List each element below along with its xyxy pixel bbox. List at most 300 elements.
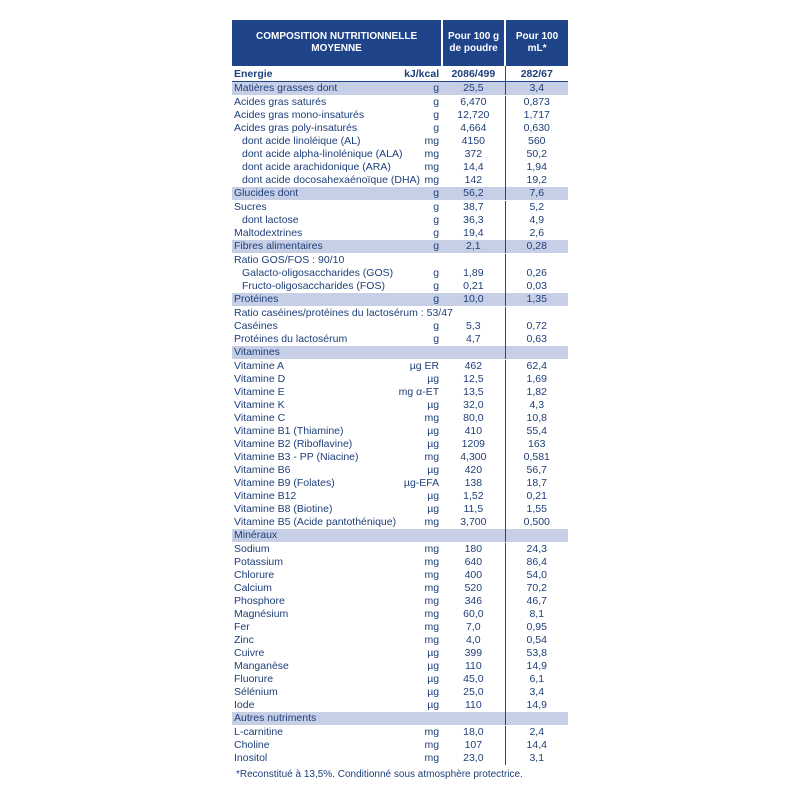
value-per-100g: 0,21: [463, 280, 484, 292]
row-label-cell: [232, 346, 442, 360]
row-label-cell: [232, 451, 442, 464]
row-label-cell: [232, 503, 442, 516]
nutrient-unit: mg: [424, 174, 440, 186]
row-label-cell: [232, 477, 442, 490]
nutrient-unit: µg: [427, 660, 440, 672]
value-per-100g: 1,52: [463, 490, 484, 502]
value-per-100g: 45,0: [463, 673, 484, 685]
value-per-100ml: 14,4: [505, 739, 568, 752]
value-per-100ml: 7,6: [505, 187, 568, 201]
value-per-100ml: 0,581: [505, 451, 568, 464]
nutrient-name: Fer: [234, 621, 250, 633]
value-per-100ml: 62,4: [505, 360, 568, 374]
value-per-100g: [442, 346, 505, 360]
row-label-cell: [232, 240, 442, 254]
row-label-cell: [232, 161, 442, 174]
nutrient-unit: µg: [427, 438, 440, 450]
value-per-100ml: 4,3: [505, 399, 568, 412]
table-row: [232, 634, 568, 647]
nutrient-unit: µg: [427, 673, 440, 685]
value-per-100ml: 560: [505, 135, 568, 148]
value-per-100g: 142: [464, 174, 483, 186]
nutrient-unit: kJ/kcal: [404, 68, 440, 80]
value-per-100g: 11,5: [463, 503, 484, 515]
value-per-100ml: 163: [505, 438, 568, 451]
table-row: [232, 214, 568, 227]
value-per-100ml: 24,3: [505, 543, 568, 557]
value-per-100ml: 0,26: [505, 267, 568, 280]
table-row: [232, 307, 568, 321]
nutrient-name: Vitamine A: [234, 360, 285, 372]
table-row: [232, 373, 568, 386]
value-per-100g: 19,4: [463, 227, 484, 239]
nutrition-table-container: [232, 20, 568, 765]
table-row: [232, 66, 568, 82]
value-per-100ml: 0,95: [505, 621, 568, 634]
value-per-100ml: 0,54: [505, 634, 568, 647]
row-label-cell: [232, 438, 442, 451]
value-per-100g: 32,0: [463, 399, 484, 411]
row-label-cell: [232, 135, 442, 148]
table-row: [232, 647, 568, 660]
table-row: [232, 516, 568, 529]
value-per-100ml: 0,72: [505, 320, 568, 333]
value-per-100g: 7,0: [466, 621, 481, 633]
row-label-cell: [232, 66, 442, 82]
nutrient-unit: g: [433, 82, 440, 94]
value-per-100ml: 0,630: [505, 122, 568, 135]
nutrient-name: Vitamine B1 (Thiamine): [234, 425, 344, 437]
nutrient-unit: g: [433, 293, 440, 305]
table-row: [232, 699, 568, 712]
nutrient-name: Vitamine B3 - PP (Niacine): [234, 451, 359, 463]
table-row: [232, 425, 568, 438]
value-per-100g: 38,7: [463, 201, 484, 213]
nutrient-unit: mg: [424, 621, 440, 633]
nutrient-unit: g: [433, 267, 440, 279]
value-per-100g: 4150: [461, 135, 486, 147]
nutrient-unit: mg: [424, 516, 440, 528]
row-label-cell: [232, 412, 442, 425]
nutrient-name: Sodium: [234, 543, 270, 555]
value-per-100ml: 0,03: [505, 280, 568, 293]
row-label-cell: [232, 739, 442, 752]
value-per-100g: 462: [464, 360, 483, 372]
table-row: [232, 556, 568, 569]
value-per-100g: 14,4: [463, 161, 484, 173]
value-per-100g: 520: [464, 582, 483, 594]
value-per-100g: [442, 712, 505, 726]
nutrient-name: Autres nutriments: [234, 712, 317, 724]
nutrient-name: Fluorure: [234, 673, 274, 685]
row-label-cell: [232, 529, 442, 543]
value-per-100ml: 282/67: [505, 66, 568, 82]
row-label-cell: [232, 373, 442, 386]
nutrient-name: Potassium: [234, 556, 284, 568]
value-per-100ml: 0,28: [505, 240, 568, 254]
row-label-cell: [232, 608, 442, 621]
value-per-100ml: 3,4: [505, 686, 568, 699]
value-per-100g: 25,5: [442, 82, 505, 96]
value-per-100ml: 54,0: [505, 569, 568, 582]
nutrient-name: Fibres alimentaires: [234, 240, 323, 252]
nutrient-unit: mg: [424, 412, 440, 424]
nutrient-name: Calcium: [234, 582, 272, 594]
value-per-100g: 13,5: [463, 386, 484, 398]
row-label-cell: [232, 109, 442, 122]
nutrient-name: Acides gras poly-insaturés: [234, 122, 358, 134]
footnote: *Reconstitué à 13,5%. Conditionné sous atmosphère protectrice.: [236, 769, 523, 780]
nutrient-name: Ratio caséines/protéines du lactosérum : 53/47: [234, 307, 453, 319]
nutrient-unit: µg: [427, 399, 440, 411]
table-row: [232, 490, 568, 503]
row-label-cell: [232, 227, 442, 240]
nutrient-unit: g: [433, 214, 440, 226]
nutrient-unit: µg: [427, 425, 440, 437]
row-label-cell: [232, 647, 442, 660]
value-per-100g: 110: [464, 660, 482, 672]
header-per-100g: Pour 100 g de poudre: [442, 20, 505, 66]
nutrient-name: Glucides dont: [234, 187, 299, 199]
nutrient-name: Vitamine E: [234, 386, 285, 398]
value-per-100ml: 1,55: [505, 503, 568, 516]
value-per-100g: 346: [464, 595, 483, 607]
nutrient-unit: g: [433, 187, 440, 199]
nutrient-name: Vitamine D: [234, 373, 286, 385]
nutrient-name: Fructo-oligosaccharides (FOS): [242, 280, 385, 292]
value-per-100ml: [505, 254, 568, 268]
nutrient-name: dont acide alpha-linolénique (ALA): [242, 148, 403, 160]
table-row: [232, 582, 568, 595]
value-per-100ml: 50,2: [505, 148, 568, 161]
nutrient-unit: mg: [424, 582, 440, 594]
nutrition-table: [232, 20, 568, 765]
nutrient-unit: mg: [424, 451, 440, 463]
table-row: [232, 386, 568, 399]
value-per-100ml: 0,500: [505, 516, 568, 529]
nutrient-name: Cuivre: [234, 647, 265, 659]
nutrient-unit: mg: [424, 739, 440, 751]
value-per-100ml: [505, 712, 568, 726]
value-per-100g: 1209: [461, 438, 486, 450]
value-per-100g: 4,0: [466, 634, 481, 646]
nutrient-name: Vitamine B5 (Acide pantothénique): [234, 516, 397, 528]
table-row: [232, 161, 568, 174]
row-label-cell: [232, 293, 442, 307]
nutrient-name: Choline: [234, 739, 270, 751]
value-per-100g: 2086/499: [442, 66, 505, 82]
row-label-cell: [232, 214, 442, 227]
value-per-100ml: 1,94: [505, 161, 568, 174]
table-row: [232, 82, 568, 96]
nutrient-unit: µg-EFA: [403, 477, 440, 489]
row-label-cell: [232, 360, 442, 374]
value-per-100g: [442, 254, 505, 268]
table-row: [232, 712, 568, 726]
value-per-100ml: 1,35: [505, 293, 568, 307]
row-label-cell: [232, 386, 442, 399]
nutrient-name: Vitamine B2 (Riboflavine): [234, 438, 353, 450]
nutrient-unit: mg: [424, 161, 440, 173]
value-per-100ml: [505, 346, 568, 360]
value-per-100g: 4,7: [466, 333, 481, 345]
value-per-100g: 36,3: [463, 214, 484, 226]
value-per-100g: 56,2: [442, 187, 505, 201]
row-label-cell: [232, 490, 442, 503]
row-label-cell: [232, 543, 442, 557]
value-per-100g: 60,0: [463, 608, 484, 620]
value-per-100g: 410: [464, 425, 483, 437]
table-row: [232, 451, 568, 464]
table-row: [232, 621, 568, 634]
header-per-100ml: Pour 100 mL*: [505, 20, 568, 66]
value-per-100ml: 1,717: [505, 109, 568, 122]
table-row: [232, 135, 568, 148]
row-label-cell: [232, 673, 442, 686]
value-per-100ml: 1,82: [505, 386, 568, 399]
value-per-100ml: 4,9: [505, 214, 568, 227]
table-row: [232, 109, 568, 122]
value-per-100ml: 0,873: [505, 96, 568, 110]
row-label-cell: [232, 320, 442, 333]
nutrient-unit: µg: [427, 647, 440, 659]
nutrient-unit: µg: [427, 699, 440, 711]
row-label-cell: [232, 516, 442, 529]
nutrient-name: dont acide docosahexaénoïque (DHA): [242, 174, 421, 186]
nutrient-name: Caséines: [234, 320, 278, 332]
nutrient-unit: mg: [424, 148, 440, 160]
nutrient-name: Protéines: [234, 293, 279, 305]
nutrient-name: Iode: [234, 699, 255, 711]
nutrient-unit: mg: [424, 569, 440, 581]
nutrient-name: Sucres: [234, 201, 267, 213]
value-per-100g: 18,0: [463, 726, 484, 738]
row-label-cell: [232, 621, 442, 634]
nutrient-name: Manganèse: [234, 660, 289, 672]
table-row: [232, 686, 568, 699]
value-per-100g: 110: [464, 699, 482, 711]
table-row: [232, 412, 568, 425]
value-per-100ml: 2,6: [505, 227, 568, 240]
nutrient-unit: µg ER: [409, 360, 440, 372]
nutrient-name: Vitamine B8 (Biotine): [234, 503, 333, 515]
value-per-100g: 399: [464, 647, 483, 659]
nutrient-unit: mg: [424, 752, 440, 764]
value-per-100g: 80,0: [463, 412, 484, 424]
nutrient-unit: g: [433, 320, 440, 332]
row-label-cell: [232, 254, 442, 268]
table-row: [232, 477, 568, 490]
value-per-100g: 5,3: [466, 320, 481, 332]
row-label-cell: [232, 582, 442, 595]
nutrient-unit: g: [433, 280, 440, 292]
value-per-100g: [442, 529, 505, 543]
table-row: [232, 543, 568, 557]
nutrient-name: Sélénium: [234, 686, 278, 698]
nutrient-name: dont lactose: [242, 214, 299, 226]
value-per-100ml: [505, 307, 568, 321]
nutrient-name: Maltodextrines: [234, 227, 303, 239]
nutrient-unit: µg: [427, 464, 440, 476]
value-per-100ml: 3,1: [505, 752, 568, 765]
value-per-100ml: 46,7: [505, 595, 568, 608]
value-per-100ml: 3,4: [505, 82, 568, 96]
value-per-100g: 1,89: [463, 267, 484, 279]
row-label-cell: [232, 333, 442, 346]
nutrient-unit: g: [433, 122, 440, 134]
value-per-100ml: 56,7: [505, 464, 568, 477]
nutrient-unit: mg: [424, 595, 440, 607]
row-label-cell: [232, 569, 442, 582]
table-row: [232, 464, 568, 477]
value-per-100g: 372: [464, 148, 483, 160]
table-row: [232, 569, 568, 582]
nutrient-name: Chlorure: [234, 569, 275, 581]
nutrient-unit: mg: [424, 608, 440, 620]
table-row: [232, 174, 568, 187]
row-label-cell: [232, 425, 442, 438]
value-per-100g: 138: [464, 477, 483, 489]
value-per-100g: 10,0: [442, 293, 505, 307]
nutrient-name: Magnésium: [234, 608, 289, 620]
table-row: [232, 293, 568, 307]
table-row: [232, 201, 568, 215]
nutrient-name: L-carnitine: [234, 726, 284, 738]
value-per-100g: 640: [464, 556, 483, 568]
value-per-100ml: 2,4: [505, 726, 568, 740]
row-label-cell: [232, 148, 442, 161]
table-row: [232, 148, 568, 161]
nutrient-name: Acides gras mono-insaturés: [234, 109, 365, 121]
nutrient-unit: mg: [424, 556, 440, 568]
row-label-cell: [232, 82, 442, 96]
value-per-100ml: 55,4: [505, 425, 568, 438]
row-label-cell: [232, 634, 442, 647]
table-row: [232, 660, 568, 673]
row-label-cell: [232, 699, 442, 712]
value-per-100g: 420: [464, 464, 483, 476]
value-per-100ml: 0,21: [505, 490, 568, 503]
row-label-cell: [232, 280, 442, 293]
row-label-cell: [232, 96, 442, 110]
value-per-100ml: 1,69: [505, 373, 568, 386]
nutrient-name: Zinc: [234, 634, 254, 646]
value-per-100ml: [505, 529, 568, 543]
row-label-cell: [232, 174, 442, 187]
table-row: [232, 320, 568, 333]
nutrient-name: dont acide arachidonique (ARA): [242, 161, 391, 173]
nutrient-unit: mg: [424, 135, 440, 147]
nutrient-name: Minéraux: [234, 529, 278, 541]
table-row: [232, 595, 568, 608]
value-per-100g: 400: [464, 569, 483, 581]
row-label-cell: [232, 307, 453, 321]
value-per-100ml: 14,9: [505, 660, 568, 673]
table-row: [232, 739, 568, 752]
value-per-100ml: 70,2: [505, 582, 568, 595]
nutrient-name: Inositol: [234, 752, 268, 764]
row-label-cell: [232, 686, 442, 699]
value-per-100ml: 53,8: [505, 647, 568, 660]
value-per-100ml: 5,2: [505, 201, 568, 215]
nutrient-name: Vitamine B6: [234, 464, 291, 476]
nutrient-name: Vitamine B12: [234, 490, 297, 502]
table-row: [232, 96, 568, 110]
table-body: [232, 66, 568, 765]
nutrient-unit: g: [433, 201, 440, 213]
row-label-cell: [232, 726, 442, 740]
row-label-cell: [232, 201, 442, 215]
nutrient-unit: mg: [424, 726, 440, 738]
nutrient-unit: µg: [427, 490, 440, 502]
table-row: [232, 333, 568, 346]
table-row: [232, 503, 568, 516]
row-label-cell: [232, 122, 442, 135]
value-per-100g: 12,5: [463, 373, 484, 385]
nutrient-unit: µg: [427, 373, 440, 385]
row-label-cell: [232, 464, 442, 477]
row-label-cell: [232, 556, 442, 569]
value-per-100ml: 6,1: [505, 673, 568, 686]
row-label-cell: [232, 267, 442, 280]
nutrient-name: Vitamine K: [234, 399, 285, 411]
value-per-100g: 4,300: [460, 451, 487, 463]
nutrient-unit: mg: [424, 634, 440, 646]
table-row: [232, 752, 568, 765]
value-per-100ml: 19,2: [505, 174, 568, 187]
table-row: [232, 267, 568, 280]
nutrient-unit: mg: [424, 543, 440, 555]
table-row: [232, 187, 568, 201]
nutrient-name: Acides gras saturés: [234, 96, 327, 108]
nutrient-unit: g: [433, 227, 440, 239]
table-row: [232, 254, 568, 268]
table-row: [232, 280, 568, 293]
nutrient-name: Galacto-oligosaccharides (GOS): [242, 267, 394, 279]
value-per-100g: 23,0: [463, 752, 484, 764]
value-per-100ml: 10,8: [505, 412, 568, 425]
table-row: [232, 438, 568, 451]
nutrient-unit: g: [433, 96, 440, 108]
nutrient-unit: µg: [427, 686, 440, 698]
row-label-cell: [232, 660, 442, 673]
value-per-100g: 4,664: [460, 122, 487, 134]
table-row: [232, 608, 568, 621]
value-per-100g: 2,1: [442, 240, 505, 254]
nutrient-name: Protéines du lactosérum: [234, 333, 348, 345]
table-row: [232, 360, 568, 374]
value-per-100g: 3,700: [460, 516, 487, 528]
row-label-cell: [232, 399, 442, 412]
table-row: [232, 399, 568, 412]
value-per-100g: 6,470: [460, 96, 487, 108]
table-row: [232, 529, 568, 543]
table-row: [232, 227, 568, 240]
nutrient-unit: g: [433, 109, 440, 121]
nutrient-unit: µg: [427, 503, 440, 515]
table-row: [232, 673, 568, 686]
row-label-cell: [232, 187, 442, 201]
nutrient-name: Vitamines: [234, 346, 280, 358]
value-per-100ml: 18,7: [505, 477, 568, 490]
nutrient-name: Matières grasses dont: [234, 82, 338, 94]
value-per-100g: 12,720: [457, 109, 490, 121]
nutrient-unit: g: [433, 333, 440, 345]
value-per-100ml: 14,9: [505, 699, 568, 712]
nutrient-name: Vitamine B9 (Folates): [234, 477, 335, 489]
value-per-100ml: 86,4: [505, 556, 568, 569]
table-row: [232, 346, 568, 360]
